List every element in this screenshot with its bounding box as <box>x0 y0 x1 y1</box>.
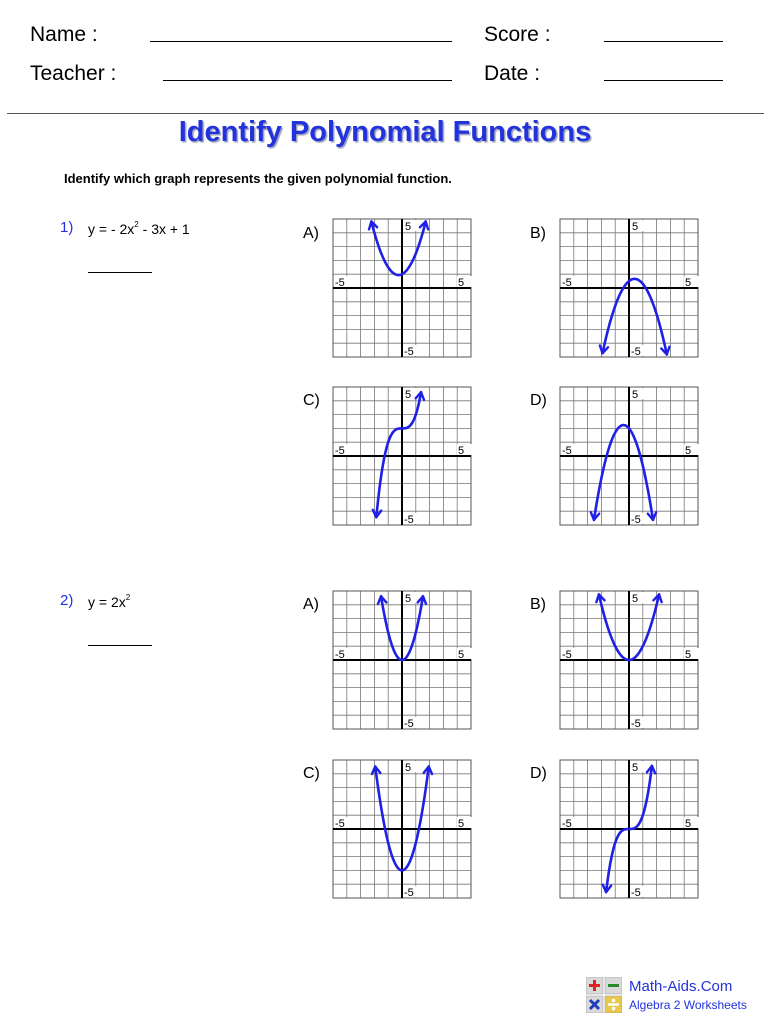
score-line[interactable] <box>604 41 723 42</box>
x-max-label: 5 <box>458 649 465 661</box>
y-max-label: 5 <box>632 762 639 774</box>
name-label: Name : <box>30 23 98 46</box>
option-label: C) <box>303 392 320 409</box>
y-max-label: 5 <box>632 593 639 605</box>
y-min-label: -5 <box>631 346 641 358</box>
option-label: B) <box>530 225 546 242</box>
y-min-label: -5 <box>631 514 641 526</box>
equation-exponent: 2 <box>125 593 131 602</box>
x-min-label: -5 <box>562 818 572 830</box>
score-label: Score : <box>484 23 551 46</box>
date-line[interactable] <box>604 80 723 81</box>
y-min-label: -5 <box>404 887 414 899</box>
teacher-label: Teacher : <box>30 62 117 85</box>
y-min-label: -5 <box>404 718 414 730</box>
y-max-label: 5 <box>632 221 639 233</box>
y-max-label: 5 <box>632 389 639 401</box>
option-graph[interactable] <box>333 219 471 357</box>
x-min-label: -5 <box>562 277 572 289</box>
header-divider <box>7 113 764 114</box>
option-graph[interactable] <box>560 219 698 357</box>
y-max-label: 5 <box>405 221 412 233</box>
polynomial-curve <box>376 392 421 517</box>
x-max-label: 5 <box>458 445 465 457</box>
x-max-label: 5 <box>458 277 465 289</box>
equation-main: y = 2x <box>88 594 126 610</box>
footer-site[interactable]: Math-Aids.Com <box>629 978 733 995</box>
x-max-label: 5 <box>685 818 692 830</box>
x-min-label: -5 <box>335 445 345 457</box>
x-min-label: -5 <box>335 277 345 289</box>
footer-brand <box>629 978 747 1012</box>
x-max-label: 5 <box>685 445 692 457</box>
x-max-label: 5 <box>685 277 692 289</box>
footer-subtitle: Algebra 2 Worksheets <box>629 998 747 1012</box>
polynomial-curve <box>594 425 653 520</box>
question-number: 2) <box>60 592 74 609</box>
page-title: Identify Polynomial Functions <box>178 116 592 148</box>
equation-main: y = - 2x <box>88 221 135 237</box>
date-label: Date : <box>484 62 541 85</box>
x-max-label: 5 <box>685 649 692 661</box>
answer-line[interactable] <box>88 645 152 646</box>
question-number: 1) <box>60 219 74 236</box>
x-min-label: -5 <box>335 649 345 661</box>
option-graph[interactable] <box>333 591 471 729</box>
instructions: Identify which graph represents the given polynomial function. <box>64 171 452 186</box>
option-label: A) <box>303 225 319 242</box>
answer-line[interactable] <box>88 272 152 273</box>
option-graph[interactable] <box>560 387 698 525</box>
option-graph[interactable] <box>560 591 698 729</box>
x-min-label: -5 <box>335 818 345 830</box>
y-min-label: -5 <box>404 346 414 358</box>
x-max-label: 5 <box>458 818 465 830</box>
y-max-label: 5 <box>405 389 412 401</box>
question-equation <box>88 220 190 237</box>
option-graph[interactable] <box>333 760 471 898</box>
equation-exponent: 2 <box>134 220 139 229</box>
math-aids-logo-icon <box>586 977 622 1013</box>
name-line[interactable] <box>150 41 452 42</box>
x-min-label: -5 <box>562 445 572 457</box>
equation-rest: - 3x + 1 <box>138 221 190 237</box>
y-max-label: 5 <box>405 762 412 774</box>
option-label: A) <box>303 596 319 613</box>
teacher-line[interactable] <box>163 80 452 81</box>
option-label: C) <box>303 765 320 782</box>
option-label: D) <box>530 765 547 782</box>
question-equation <box>88 593 130 610</box>
option-label: D) <box>530 392 547 409</box>
y-max-label: 5 <box>405 593 412 605</box>
option-graph[interactable] <box>560 760 698 898</box>
y-min-label: -5 <box>404 514 414 526</box>
option-graph[interactable] <box>333 387 471 525</box>
option-label: B) <box>530 596 546 613</box>
y-min-label: -5 <box>631 718 641 730</box>
x-min-label: -5 <box>562 649 572 661</box>
y-min-label: -5 <box>631 887 641 899</box>
